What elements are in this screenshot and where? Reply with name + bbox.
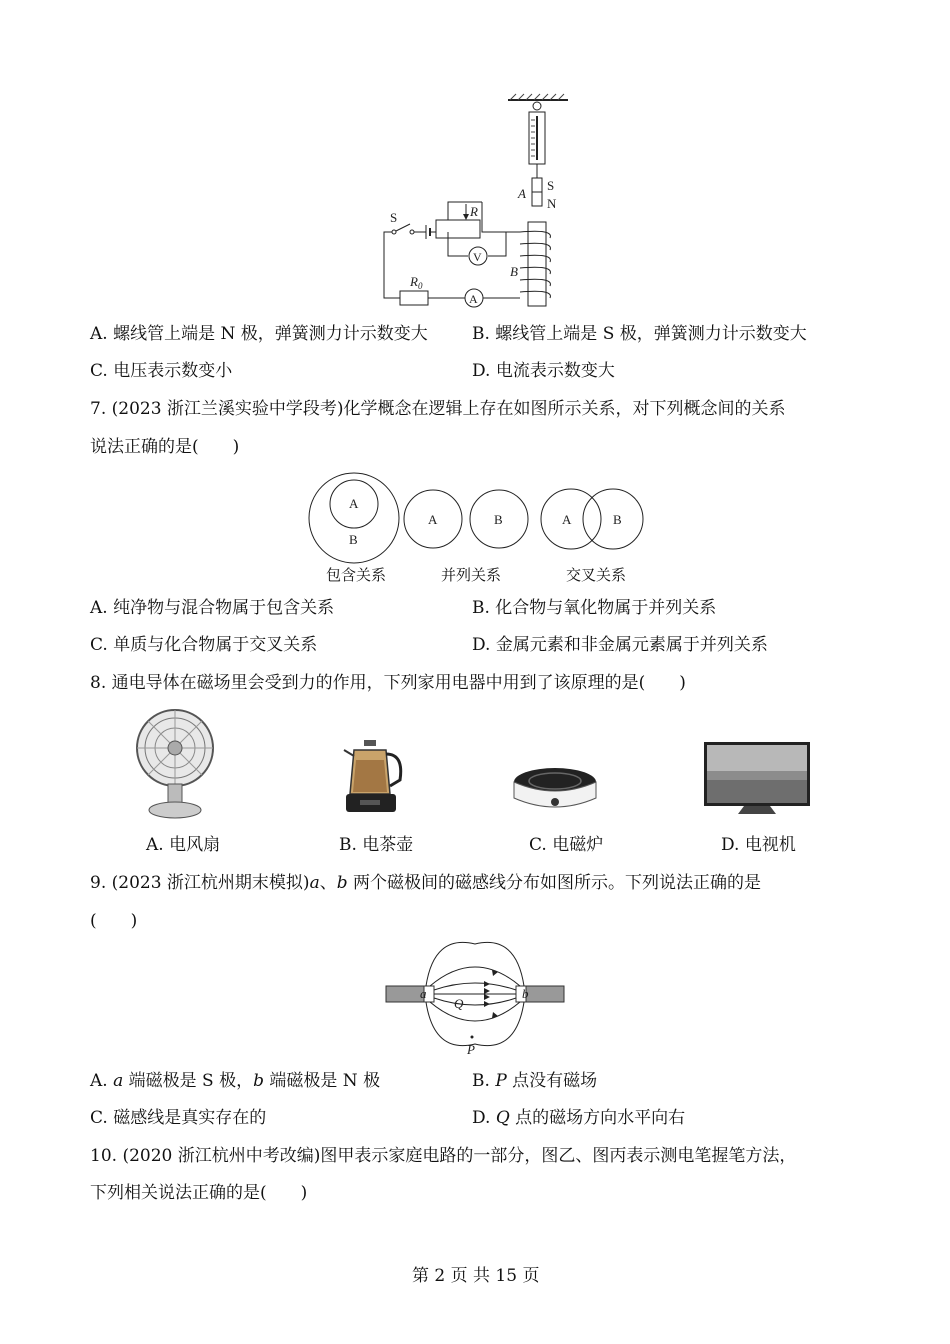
venn-inner-A: A	[349, 496, 359, 511]
electric-kettle-image	[342, 740, 406, 816]
q6-option-d[interactable]: D. 电流表示数变大	[472, 361, 615, 381]
point-Q-label: Q	[454, 996, 464, 1011]
caption-cross: 交叉关系	[566, 566, 627, 584]
switch-S-label: S	[390, 210, 398, 225]
q9-option-b[interactable]: B. P 点没有磁场	[472, 1071, 598, 1091]
magnet-S-label: S	[547, 178, 555, 193]
electric-fan-image	[134, 708, 216, 820]
induction-cooker-image	[512, 764, 598, 814]
solenoid-B-label: B	[510, 264, 518, 279]
point-P-label: P	[467, 1042, 475, 1057]
q8-option-a[interactable]: A. 电风扇	[146, 835, 221, 855]
q6-option-a[interactable]: A. 螺线管上端是 N 极，弹簧测力计示数变大	[90, 324, 428, 344]
venn-parallel-B: B	[494, 512, 503, 527]
voltmeter-label: V	[473, 250, 482, 264]
television-image	[704, 742, 810, 816]
q7-option-c[interactable]: C. 单质与化合物属于交叉关系	[90, 635, 318, 655]
venn-cross-B: B	[613, 512, 622, 527]
caption-contain: 包含关系	[326, 566, 387, 584]
q6-option-c[interactable]: C. 电压表示数变小	[90, 361, 233, 381]
q10-stem-line1: 10. (2020 浙江杭州中考改编)图甲表示家庭电路的一部分，图乙、图丙表示测电笔握笔方法，	[90, 1146, 797, 1166]
q9-stem-line1: 9. (2023 浙江杭州期末模拟)a、b 两个磁极间的磁感线分布如图所示。下列说法正确的是	[90, 873, 761, 893]
pole-b-label: b	[522, 986, 529, 1001]
venn-cross-A: A	[562, 512, 572, 527]
magnet-N-label: N	[547, 196, 557, 211]
q7-option-b[interactable]: B. 化合物与氧化物属于并列关系	[472, 598, 717, 618]
q7-option-a[interactable]: A. 纯净物与混合物属于包含关系	[90, 598, 335, 618]
q7-option-d[interactable]: D. 金属元素和非金属元素属于并列关系	[472, 635, 768, 655]
q7-stem-line1: 7. (2023 浙江兰溪实验中学段考)化学概念在逻辑上存在如图所示关系，对下列概念间的关系	[90, 399, 786, 419]
q8-stem: 8. 通电导体在磁场里会受到力的作用，下列家用电器中用到了该原理的是( )	[90, 673, 686, 693]
rheostat-R-label: R	[470, 204, 478, 219]
ammeter-label: A	[469, 292, 478, 306]
q9-option-d[interactable]: D. Q 点的磁场方向水平向右	[472, 1108, 686, 1128]
r0-label: $R_0$	[410, 274, 423, 291]
venn-parallel-A: A	[428, 512, 438, 527]
q6-option-b[interactable]: B. 螺线管上端是 S 极，弹簧测力计示数变大	[472, 324, 807, 344]
caption-parallel: 并列关系	[441, 566, 502, 584]
venn-outer-B: B	[349, 532, 358, 547]
q7-stem-line2: 说法正确的是( )	[90, 437, 240, 457]
q9-stem-line2: ( )	[90, 911, 138, 931]
magnet-A-label: A	[518, 186, 526, 201]
q9-option-c[interactable]: C. 磁感线是真实存在的	[90, 1108, 267, 1128]
q9-magnetic-field-figure	[384, 944, 566, 1058]
q9-option-a[interactable]: A. a 端磁极是 S 极，b 端磁极是 N 极	[90, 1071, 381, 1091]
q8-option-c[interactable]: C. 电磁炉	[529, 835, 604, 855]
q6-circuit-figure	[370, 92, 590, 312]
page-footer: 第 2 页 共 15 页	[412, 1266, 540, 1286]
q8-option-b[interactable]: B. 电茶壶	[339, 835, 414, 855]
pole-a-label: a	[420, 986, 427, 1001]
q8-option-d[interactable]: D. 电视机	[721, 835, 796, 855]
q10-stem-line2: 下列相关说法正确的是( )	[90, 1183, 308, 1203]
